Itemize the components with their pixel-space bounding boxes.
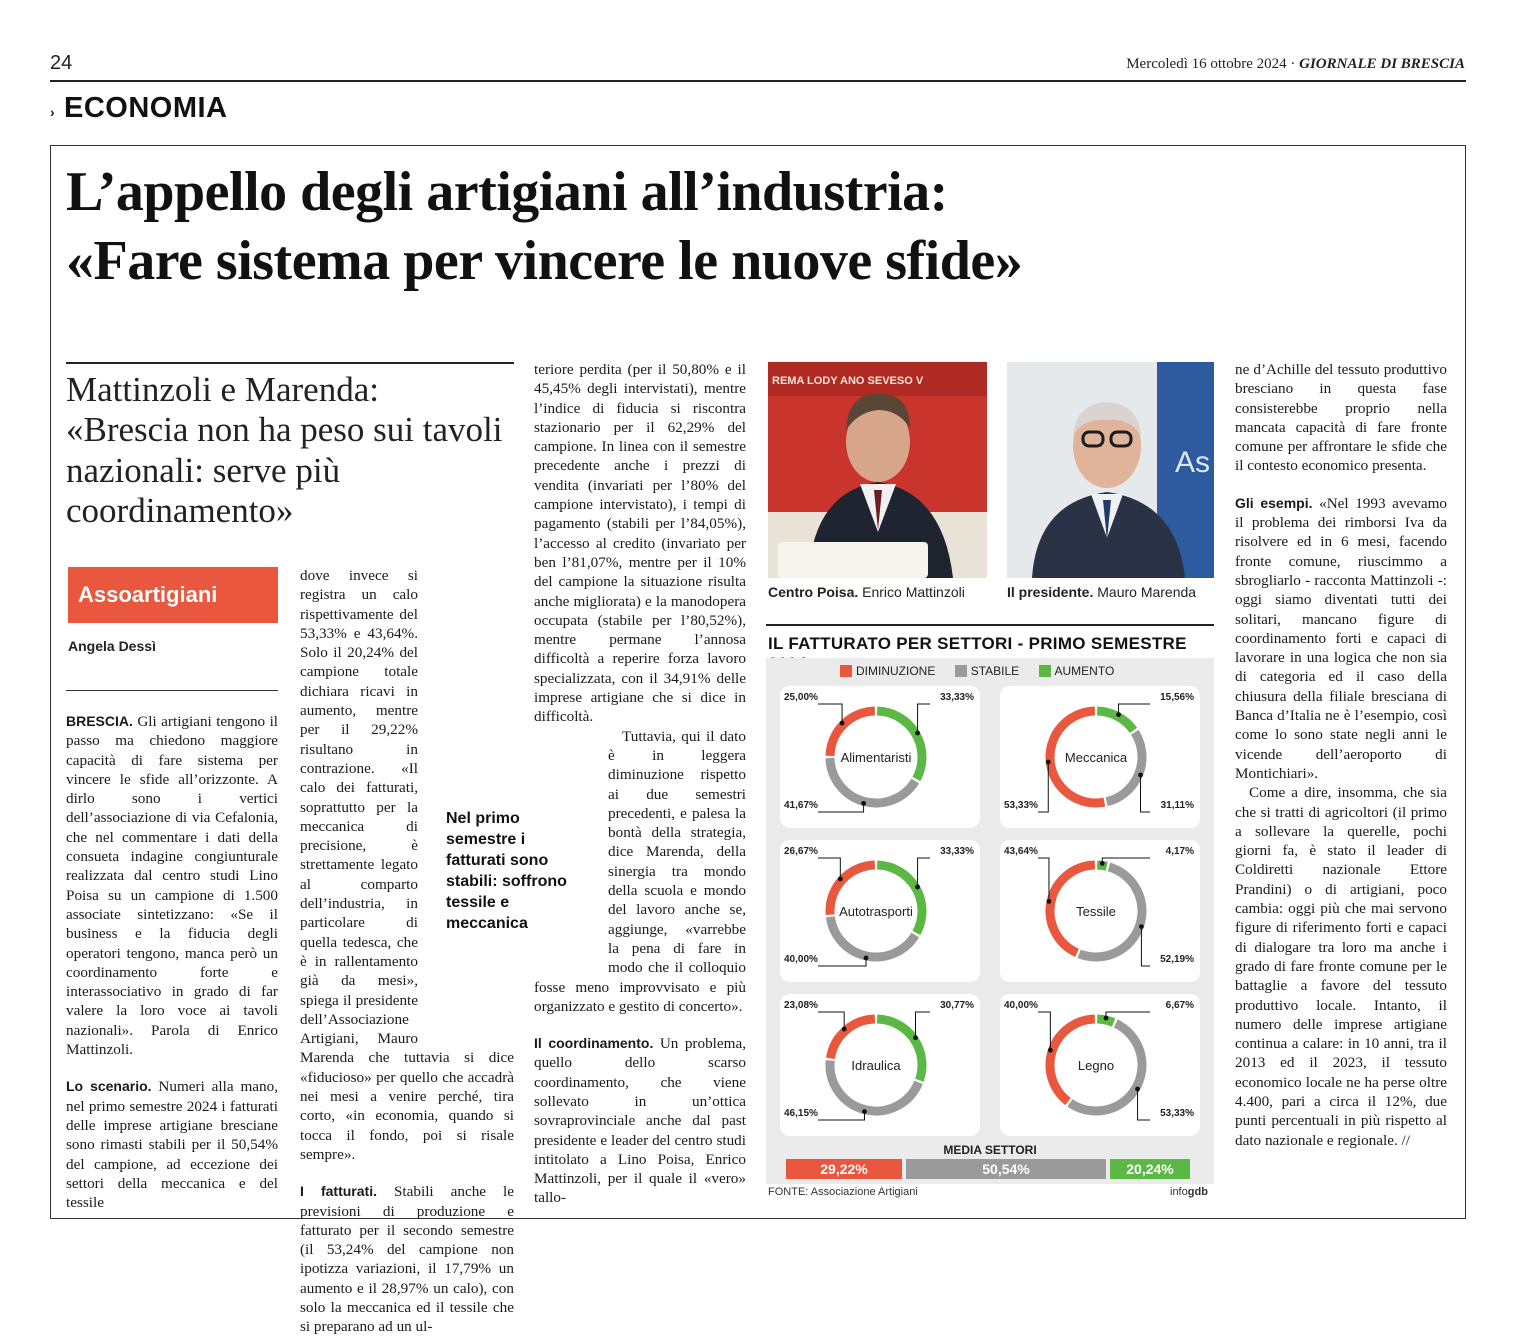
donut-sector-name: Legno [1077,1058,1115,1073]
callout-line [818,803,864,812]
donut-value-label-stabile: 53,33% [1160,1108,1194,1119]
photo-banner-text: REMA LODY ANO SEVESO V [772,375,924,387]
chart-card-alimentaristi [780,686,980,828]
masthead [1126,56,1465,73]
article-headline [66,158,1446,296]
callout-line [1141,927,1150,966]
issue-date: Mercoledì 16 ottobre 2024 [1126,56,1287,72]
donut-sector-name: Autotrasporti [839,904,913,919]
callout-line [1102,858,1150,863]
section-chevron-icon: › [50,104,55,120]
infographic-title: IL FATTURATO PER SETTORI - PRIMO SEMESTRE [768,634,1187,653]
body-paragraph: I fatturati. Stabili anche le previsioni di produzione e fatturato per il secondo semestre (il 53,24% del campione non ipotizza variazioni, il 17,79% un aumento e il 28,97% un calo), con solo la meccanica ed il tessile che si preparano ad un ul- [300,1183,515,1336]
callout-line [1138,1089,1150,1120]
donut-value-label-aumento: 15,56% [1160,692,1194,703]
media-bar-diminuzione: 29,22% [786,1159,902,1179]
donut-value-label-diminuzione: 43,64% [1004,846,1038,857]
paragraph-lead: Lo scenario. [66,1078,152,1095]
chart-card-legno [1000,994,1200,1136]
legend-item-aumento: AUMENTO [1039,664,1115,678]
callout-line [818,1012,844,1029]
legend-swatch [840,665,852,677]
callout-line [1038,762,1048,812]
donut-value-label-diminuzione: 23,08% [784,1000,818,1011]
callout-line [1141,775,1150,812]
chart-card-tessile [1000,840,1200,982]
body-paragraph: Il coordinamento. Un problema, quello dello scarso coordinamento, che viene sollevato in un’ottica sovraprovinciale anche dal past presidente e leader del centro studi intitolato a Lino Poisa, Enrico Mattinzoli, per il quale il «vero» tallo- [534,1035,746,1207]
donut-value-label-aumento: 4,17% [1165,846,1194,857]
donut-value-label-stabile: 46,15% [784,1108,818,1119]
donut-segment-diminuzione [830,1019,874,1058]
callout-line [1038,1012,1050,1050]
category-tag: Assoartigiani [68,567,278,623]
headline-line-2: «Fare sistema per vincere le nuove sfide» [66,229,1023,292]
donut-chart [780,840,980,982]
paragraph-lead: Gli esempi. [1235,494,1313,511]
paragraph-lead: I fatturati. [300,1183,377,1200]
donut-chart [780,686,980,828]
paragraph-lead: Il coordinamento. [534,1035,654,1052]
legend-item-stabile: STABILE [955,664,1019,678]
body-column-3 [534,360,746,1208]
donut-value-label-diminuzione: 40,00% [1004,1000,1038,1011]
callout-line [818,858,840,879]
article-subhead: Mattinzoli e Marenda: «Brescia non ha peso sui tavoli nazionali: serve più coordinamento» [66,370,503,530]
section-label: ECONOMIA [64,92,228,124]
donut-segment-stabile [1107,732,1142,801]
header-rule [50,80,1466,82]
donut-sector-name: Alimentaristi [840,750,912,765]
body-paragraph: dove invece si registra un calo rispettivamente del 53,33% e 43,64%. Solo il 20,24% del campione totale dichiara ricavi in aumento, mentre per il 29,22% risultano in contrazione. «Il calo dei fatturati, soprattutto per la meccanica di precisione, è strettamente legato al comparto dell’industria, in particolare di quella tedesca, che è in rallentamento già da mesi», spiega il presidente dell’Associazione Artigiani, Mauro Marenda che tuttavia si dice «fiducioso» per quello che accadrà nei mesi a venire perché, tira corto, «in economia, quando si tocca il fondo, poi si risale sempre». [300,567,514,1163]
donut-chart [1000,686,1200,828]
byline-rule [66,690,278,691]
callout-line [818,1112,865,1120]
donut-value-label-stabile: 52,19% [1160,954,1194,965]
body-paragraph: BRESCIA. Gli artigiani tengono il passo ma chiedono maggiore capacità di fare sistema per vincere le sfide all’orizzonte. A dirlo sono i vertici dell’associazione di via Cefalonia, che nel commentare i dati della consueta indagine congiunturale realizzata dal centro studi Lino Poisa su un campione di 1.500 associate sintetizzano: «Se il business e la fiducia degli operatori tengono, manca però un coordinamento forte e interassociativo in grado di far valere la loro voce ai tavoli nazionali». Parola di Enrico Mattinzoli. [66,713,279,1059]
chart-legend [840,664,1130,678]
callout-line [818,958,866,966]
donut-value-label-diminuzione: 26,67% [784,846,818,857]
donut-value-label-aumento: 33,33% [940,846,974,857]
body-paragraph: teriore perdita (per il 50,80% e il 45,45% degli intervistati), mentre l’indice di fiducia si riscontra stazionario per il 62,29% del campione. In linea con il semestre precedente anche i prezzi di vendita (invariati per l’80% del campione intervistato), i tempi di pagamento (stabili per l’84,05%), l’accesso al credito (invariato per ben l’81,07%, mentre per il 10% del campione la situazione risulta anche migliorata) e la manodopera occupata (stabile per l’80,52%), mentre permane l’annosa difficoltà a reperire forza lavoro specializzata, con il 34,91% delle imprese artigiane che si dice in difficoltà. [534,361,746,726]
callout-line [918,858,930,887]
donut-segment-aumento [1097,711,1133,730]
body-paragraph: ne d’Achille del tessuto produttivo bresciano in questa fase consisterebbe proprio nella mancata capacità di fare fronte comune per affrontare le sfide che il contesto economico presenta. [1235,361,1447,475]
donut-value-label-diminuzione: 53,33% [1004,800,1038,811]
donut-sector-name: Meccanica [1064,750,1128,765]
body-paragraph: Tuttavia, qui il dato è in leggera diminuzione rispetto ai due semestri precedenti, e palesa la bontà della strategia, dice Marenda, della sinergia tra mondo della scuola e mondo del lavoro anche se, aggiunge, «varrebbe la pena di fare in modo che il colloquio fosse meno improvvisato e più organizzato e gestito di concerto». [534,727,746,1015]
pullquote: Nel primo semestre i fatturati sono stabili: soffrono tessile e meccanica [446,808,576,934]
donut-value-label-aumento: 30,77% [940,1000,974,1011]
donut-chart [1000,994,1200,1136]
body-paragraph: Come a dire, insomma, che sia che si tratti di agricoltori (il primo a sollevare la querelle, pochi giorni fa, è stato il leader di Coldiretti nazionale Ettore Prandini) o di artigiani, poco cambia: oggi più che mai servono figure di riferimento forti e capaci di dialogare tra loro ma anche i grado di fare fronte comune per le battaglie a favore del tessuto produttivo locale. Intanto, il numero delle imprese artigiane continua a calare: in 10 anni, tra il 2013 ed il 2023, il tessuto economico locale ne ha perse oltre 4.400, pari a circa il 12%, due punti percentuali in più rispetto al dato nazionale e regionale. // [1235,784,1447,1149]
photo-mattinzoli-image [768,362,987,578]
chart-credit: infogdb [1170,1186,1208,1198]
chart-card-idraulica [780,994,980,1136]
callout-line [918,704,930,733]
donut-chart [1000,840,1200,982]
photo-marenda [1007,362,1214,578]
newspaper-name: GIORNALE DI BRESCIA [1299,56,1465,72]
donut-value-label-aumento: 33,33% [940,692,974,703]
chart-source: FONTE: Associazione Artigiani [768,1186,918,1198]
body-paragraph: Gli esempi. «Nel 1993 avevamo il problema dei rimborsi Iva da risolvere ed in 6 mesi, facendo fronte comune, riuscimmo a sbrogliarlo - racconta Mattinzoli -: oggi siamo diventati tutti dei solitari, mancano figure di coordinamento forti e capaci di lavorare in una logica che non sia di categoria ed il caso della chiusura della filiale bresciana di Banca d’Italia ne è l’esempio, così come lo sono state negli anni le vicende dell’aeroporto di Montichiari». [1235,494,1447,782]
media-bar-aumento: 20,24% [1110,1159,1190,1179]
body-paragraph: Lo scenario. Numeri alla mano, nel primo semestre 2024 i fatturati delle imprese artigiane bresciane sono rimasti stabili per il 50,54% del campione, ad eccezione dei settori della meccanica e del tessile [66,1078,279,1212]
headline-line-1: L’appello degli artigiani all’industria: [66,161,948,223]
legend-item-diminuzione: DIMINUZIONE [840,664,935,678]
chart-card-meccanica [1000,686,1200,828]
photo-banner-text: As [1175,446,1211,479]
callout-line [916,1012,930,1038]
page-number: 24 [50,52,73,74]
donut-value-label-diminuzione: 25,00% [784,692,818,703]
donut-value-label-stabile: 41,67% [784,800,818,811]
legend-swatch [1039,665,1051,677]
dateline: BRESCIA. [66,713,133,729]
photo-caption-mattinzoli: Centro Poisa. Enrico Mattinzoli [768,584,965,600]
donut-value-label-aumento: 6,67% [1165,1000,1194,1011]
photo-caption-marenda: Il presidente. Mauro Marenda [1007,584,1197,600]
legend-swatch [955,665,967,677]
body-column-1 [66,712,278,1212]
byline: Angela Dessì [68,638,156,654]
donut-segment-stabile [830,917,915,957]
callout-line [818,704,842,723]
body-column-2 [300,566,514,1337]
callout-line [1038,858,1049,901]
infographic-rule [766,624,1214,626]
photo-mattinzoli [768,362,987,578]
donut-value-label-stabile: 31,11% [1160,800,1194,811]
callout-line [1106,1012,1150,1018]
chart-card-autotrasporti [780,840,980,982]
masthead-separator: · [1290,56,1296,72]
donut-sector-name: Tessile [1076,904,1116,919]
body-column-4 [1235,360,1447,1150]
subhead-rule [66,362,514,364]
callout-line [1119,704,1150,715]
donut-chart [780,994,980,1136]
media-bar-stabile: 50,54% [906,1159,1106,1179]
donut-sector-name: Idraulica [851,1058,901,1073]
media-settori-label: MEDIA SETTORI [943,1143,1037,1157]
donut-segment-aumento [877,711,922,779]
photo-marenda-image [1007,362,1214,578]
donut-value-label-stabile: 40,00% [784,954,818,965]
donut-segment-aumento [877,865,922,933]
